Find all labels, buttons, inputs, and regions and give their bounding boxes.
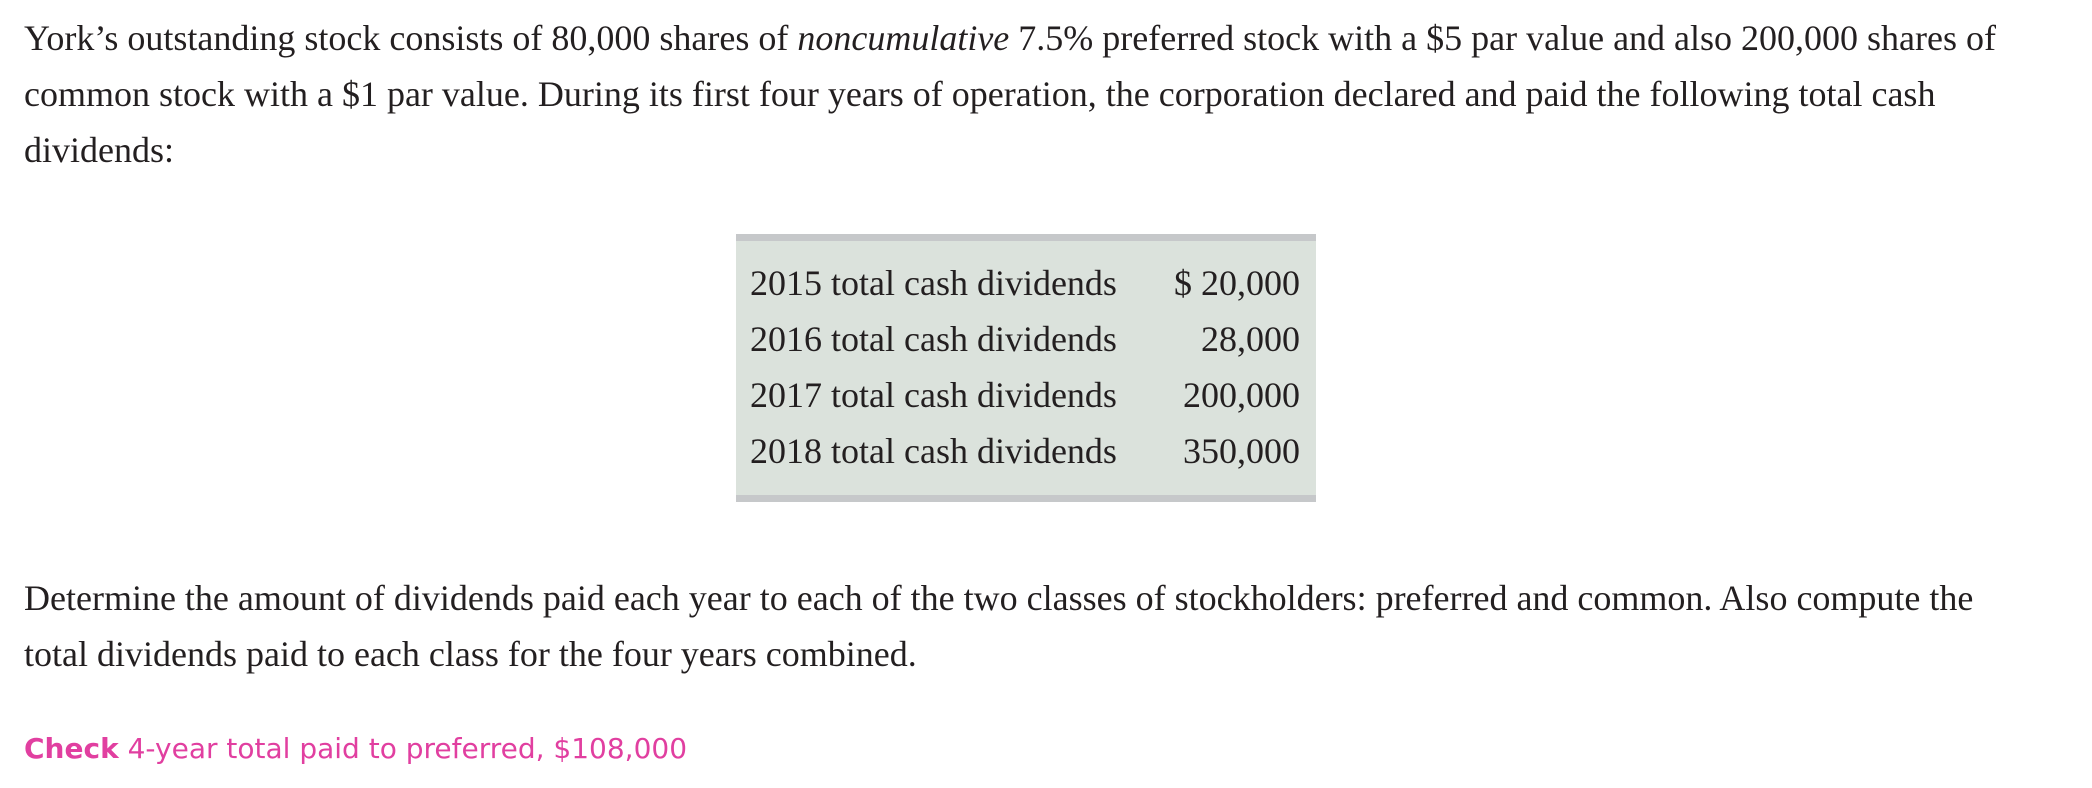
- dividend-amount: 350,000: [1183, 431, 1300, 471]
- check-text: 4-year total paid to preferred, $108,000: [127, 732, 688, 765]
- table-row: [736, 255, 1316, 311]
- dividend-amount: $ 20,000: [1174, 263, 1300, 303]
- dividend-label: 2015 total cash dividends: [750, 263, 1117, 303]
- dividend-label: 2017 total cash dividends: [750, 375, 1117, 415]
- dividend-amount: 200,000: [1183, 375, 1300, 415]
- table-row: [736, 311, 1316, 367]
- table-row: [736, 423, 1316, 479]
- intro-italic-term: noncumulative: [797, 18, 1010, 58]
- intro-paragraph: [24, 10, 2034, 178]
- dividend-label: 2016 total cash dividends: [750, 319, 1117, 359]
- dividend-amount: 28,000: [1201, 319, 1300, 359]
- dividends-table-box: [736, 234, 1316, 502]
- intro-text-part1: York’s outstanding stock consists of 80,000 shares of: [24, 18, 789, 58]
- table-row: [736, 367, 1316, 423]
- dividend-label: 2018 total cash dividends: [750, 431, 1117, 471]
- dividends-table: [736, 255, 1316, 479]
- problem-page: [24, 10, 2064, 765]
- intro-text-part2: 7.5% preferred stock with a $5 par value and also 200,000 shares of common stock with a $1 par value. During its first four years of operation, the corporation declared and paid the following total cash dividends:: [24, 18, 1996, 170]
- check-figure: [24, 732, 687, 765]
- instruction-paragraph: Determine the amount of dividends paid each year to each of the two classes of stockholders: preferred and common. Also compute the total dividends paid to each class for the four years combined.: [24, 578, 1974, 674]
- check-keyword: Check: [24, 732, 119, 765]
